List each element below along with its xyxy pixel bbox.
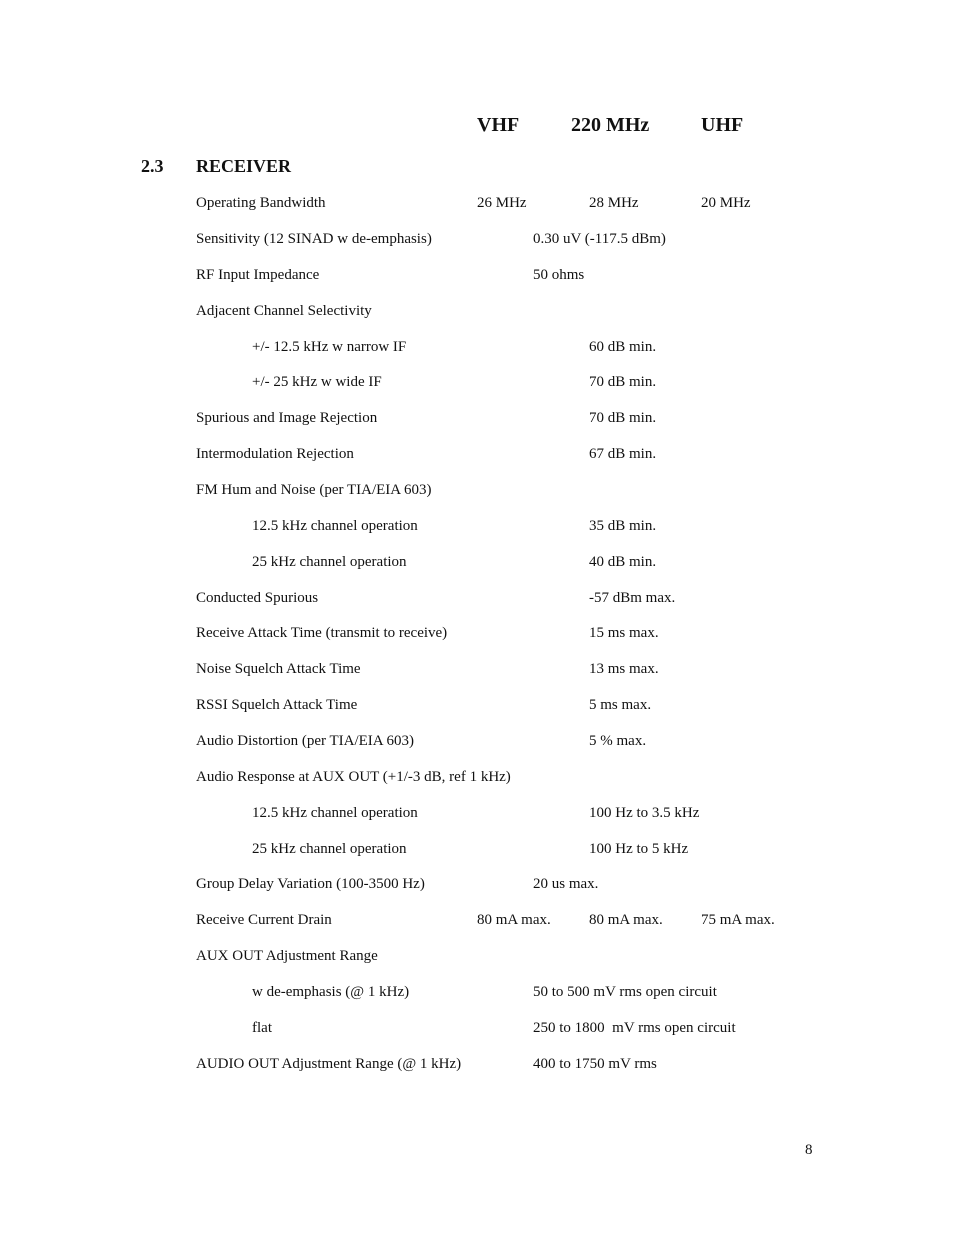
spec-group-label: Adjacent Channel Selectivity (196, 303, 372, 319)
column-header-uhf: UHF (701, 114, 744, 136)
spec-value-vhf: 80 mA max. (477, 912, 551, 928)
spec-value: 70 dB min. (589, 374, 657, 390)
spec-value: 50 ohms (533, 267, 585, 283)
spec-value: 67 dB min. (589, 446, 657, 462)
spec-label: Receive Current Drain (196, 912, 332, 928)
spec-label: Intermodulation Rejection (196, 446, 354, 462)
spec-sublabel: flat (252, 1020, 272, 1036)
spec-sublabel: w de-emphasis (@ 1 kHz) (252, 984, 410, 1000)
column-header-220mhz: 220 MHz (571, 114, 650, 136)
spec-value: 20 us max. (533, 876, 599, 892)
spec-label: Conducted Spurious (196, 590, 319, 606)
spec-value-uhf: 20 MHz (701, 195, 751, 211)
section-title: RECEIVER (196, 156, 292, 176)
spec-value: 250 to 1800 mV rms open circuit (533, 1020, 736, 1036)
spec-value-vhf: 26 MHz (477, 195, 527, 211)
spec-label: Receive Attack Time (transmit to receive) (196, 625, 448, 641)
spec-label: Spurious and Image Rejection (196, 410, 378, 426)
spec-sublabel: 25 kHz channel operation (252, 841, 407, 857)
spec-sublabel: 25 kHz channel operation (252, 554, 407, 570)
spec-value: 15 ms max. (589, 625, 659, 641)
spec-value: 35 dB min. (589, 518, 657, 534)
spec-value: 50 to 500 mV rms open circuit (533, 984, 717, 1000)
spec-label: RSSI Squelch Attack Time (196, 697, 358, 713)
spec-group-label: FM Hum and Noise (per TIA/EIA 603) (196, 482, 432, 498)
spec-value: 100 Hz to 5 kHz (589, 841, 689, 857)
page-number: 8 (805, 1142, 813, 1158)
spec-value: 70 dB min. (589, 410, 657, 426)
spec-label: Noise Squelch Attack Time (196, 661, 361, 677)
spec-value: 100 Hz to 3.5 kHz (589, 805, 700, 821)
spec-label: Group Delay Variation (100-3500 Hz) (196, 876, 425, 892)
spec-label: RF Input Impedance (196, 267, 320, 283)
spec-label: Sensitivity (12 SINAD w de-emphasis) (196, 231, 432, 247)
spec-sublabel: +/- 12.5 kHz w narrow IF (252, 339, 407, 355)
spec-sublabel: 12.5 kHz channel operation (252, 805, 418, 821)
spec-value: 5 % max. (589, 733, 647, 749)
spec-value: 400 to 1750 mV rms (533, 1056, 657, 1072)
spec-group-label: AUX OUT Adjustment Range (196, 948, 378, 964)
spec-value-uhf: 75 mA max. (701, 912, 775, 928)
spec-value: 60 dB min. (589, 339, 657, 355)
spec-sublabel: 12.5 kHz channel operation (252, 518, 418, 534)
column-header-vhf: VHF (477, 114, 520, 136)
spec-sublabel: +/- 25 kHz w wide IF (252, 374, 382, 390)
spec-value-220mhz: 28 MHz (589, 195, 639, 211)
spec-value: 0.30 uV (-117.5 dBm) (533, 231, 666, 247)
section-number: 2.3 (141, 156, 164, 176)
spec-label: Operating Bandwidth (196, 195, 326, 211)
spec-value: 5 ms max. (589, 697, 652, 713)
spec-group-label: Audio Response at AUX OUT (+1/-3 dB, ref 1 kHz) (196, 769, 511, 785)
spec-value: -57 dBm max. (589, 590, 676, 606)
spec-value: 40 dB min. (589, 554, 657, 570)
spec-label: Audio Distortion (per TIA/EIA 603) (196, 733, 415, 749)
spec-value-220mhz: 80 mA max. (589, 912, 663, 928)
spec-value: 13 ms max. (589, 661, 659, 677)
spec-label: AUDIO OUT Adjustment Range (@ 1 kHz) (196, 1056, 462, 1072)
